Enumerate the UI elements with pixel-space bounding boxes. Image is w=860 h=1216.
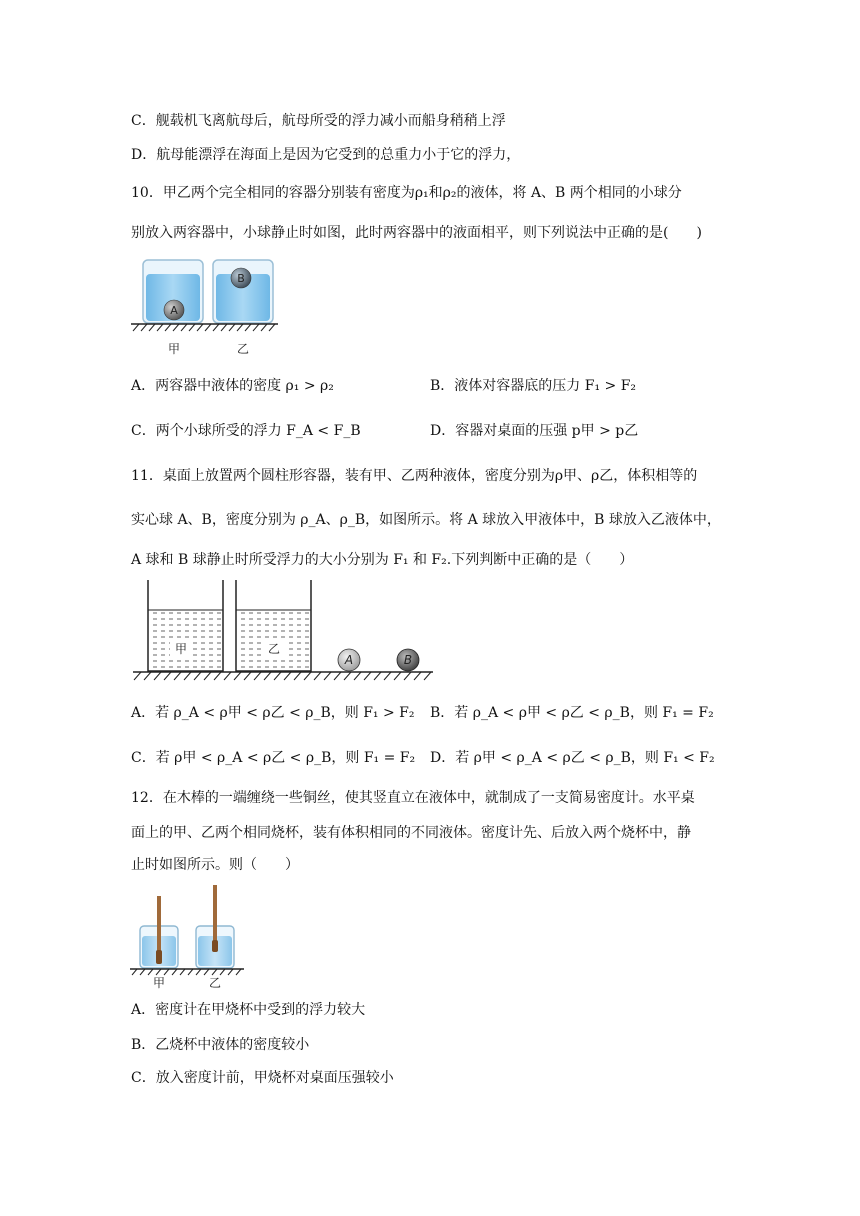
q11-stem-line1: 11．桌面上放置两个圆柱形容器，装有甲、乙两种液体，密度分别为ρ甲、ρ乙，体积相等的	[131, 468, 698, 484]
q9-option-c: C．舰载机飞离航母后，航母所受的浮力减小而船身稍稍上浮	[131, 113, 506, 129]
q11-option-d: D．若 ρ甲 < ρ_A < ρ乙 < ρ_B，则 F₁ < F₂	[430, 750, 715, 766]
q11-label-yi: 乙	[267, 642, 281, 656]
sphere-a-label: A	[344, 653, 354, 667]
q11-label-jia: 甲	[174, 642, 188, 656]
q12-option-a: A．密度计在甲烧杯中受到的浮力较大	[131, 1002, 366, 1018]
ball-b-label: B	[237, 272, 245, 285]
q11-stem-line3: A 球和 B 球静止时所受浮力的大小分别为 F₁ 和 F₂.下列判断中正确的是（ ）	[131, 552, 634, 568]
q10-option-d: D．容器对桌面的压强 p甲 > p乙	[430, 423, 639, 439]
q11-stem-line2: 实心球 A、B，密度分别为 ρ_A、ρ_B，如图所示。将 A 球放入甲液体中，B 球放入乙液体中，	[131, 512, 721, 528]
container-left	[148, 580, 223, 671]
q12-stem-line1: 12．在木棒的一端缠绕一些铜丝，使其竖直立在液体中，就制成了一支简易密度计。水平桌	[131, 790, 695, 806]
q11-option-a: A．若 ρ_A < ρ甲 < ρ乙 < ρ_B，则 F₁ > F₂	[131, 705, 415, 721]
q11-figure	[128, 580, 438, 685]
beaker-yi	[196, 885, 234, 968]
q12-figure	[128, 882, 248, 990]
q9-option-d: D．航母能漂浮在海面上是因为它受到的总重力小于它的浮力，	[131, 147, 521, 163]
q10-option-b: B．液体对容器底的压力 F₁ > F₂	[430, 378, 637, 394]
ball-a-label: A	[170, 304, 178, 317]
q12-option-c: C．放入密度计前，甲烧杯对桌面压强较小	[131, 1070, 394, 1086]
container-right	[236, 580, 311, 671]
q10-stem-line2: 别放入两容器中，小球静止时如图，此时两容器中的液面相平，则下列说法中正确的是( )	[131, 225, 702, 241]
q12-label-yi: 乙	[208, 976, 222, 990]
beaker-jia	[140, 896, 178, 968]
q10-option-c: C．两个小球所受的浮力 F_A < F_B	[131, 423, 361, 439]
q12-label-jia: 甲	[152, 976, 166, 990]
q12-stem-line2: 面上的甲、乙两个相同烧杯，装有体积相同的不同液体。密度计先、后放入两个烧杯中，静	[131, 825, 691, 841]
beaker-left	[143, 260, 203, 323]
q10-label-yi: 乙	[236, 342, 250, 356]
q10-option-a: A．两容器中液体的密度 ρ₁ > ρ₂	[131, 378, 334, 394]
beaker-right	[213, 260, 273, 323]
q11-option-b: B．若 ρ_A < ρ甲 < ρ乙 < ρ_B，则 F₁ = F₂	[430, 705, 714, 721]
q12-option-b: B．乙烧杯中液体的密度较小	[131, 1037, 310, 1053]
q11-option-c: C．若 ρ甲 < ρ_A < ρ乙 < ρ_B，则 F₁ = F₂	[131, 750, 416, 766]
q10-figure	[128, 252, 288, 362]
q10-stem-line1: 10．甲乙两个完全相同的容器分别装有密度为ρ₁和ρ₂的液体，将 A、B 两个相同的小球分	[131, 185, 682, 201]
q12-stem-line3: 止时如图所示。则（ ）	[131, 857, 299, 873]
sphere-b-label: B	[403, 653, 413, 667]
q10-label-jia: 甲	[167, 342, 181, 356]
